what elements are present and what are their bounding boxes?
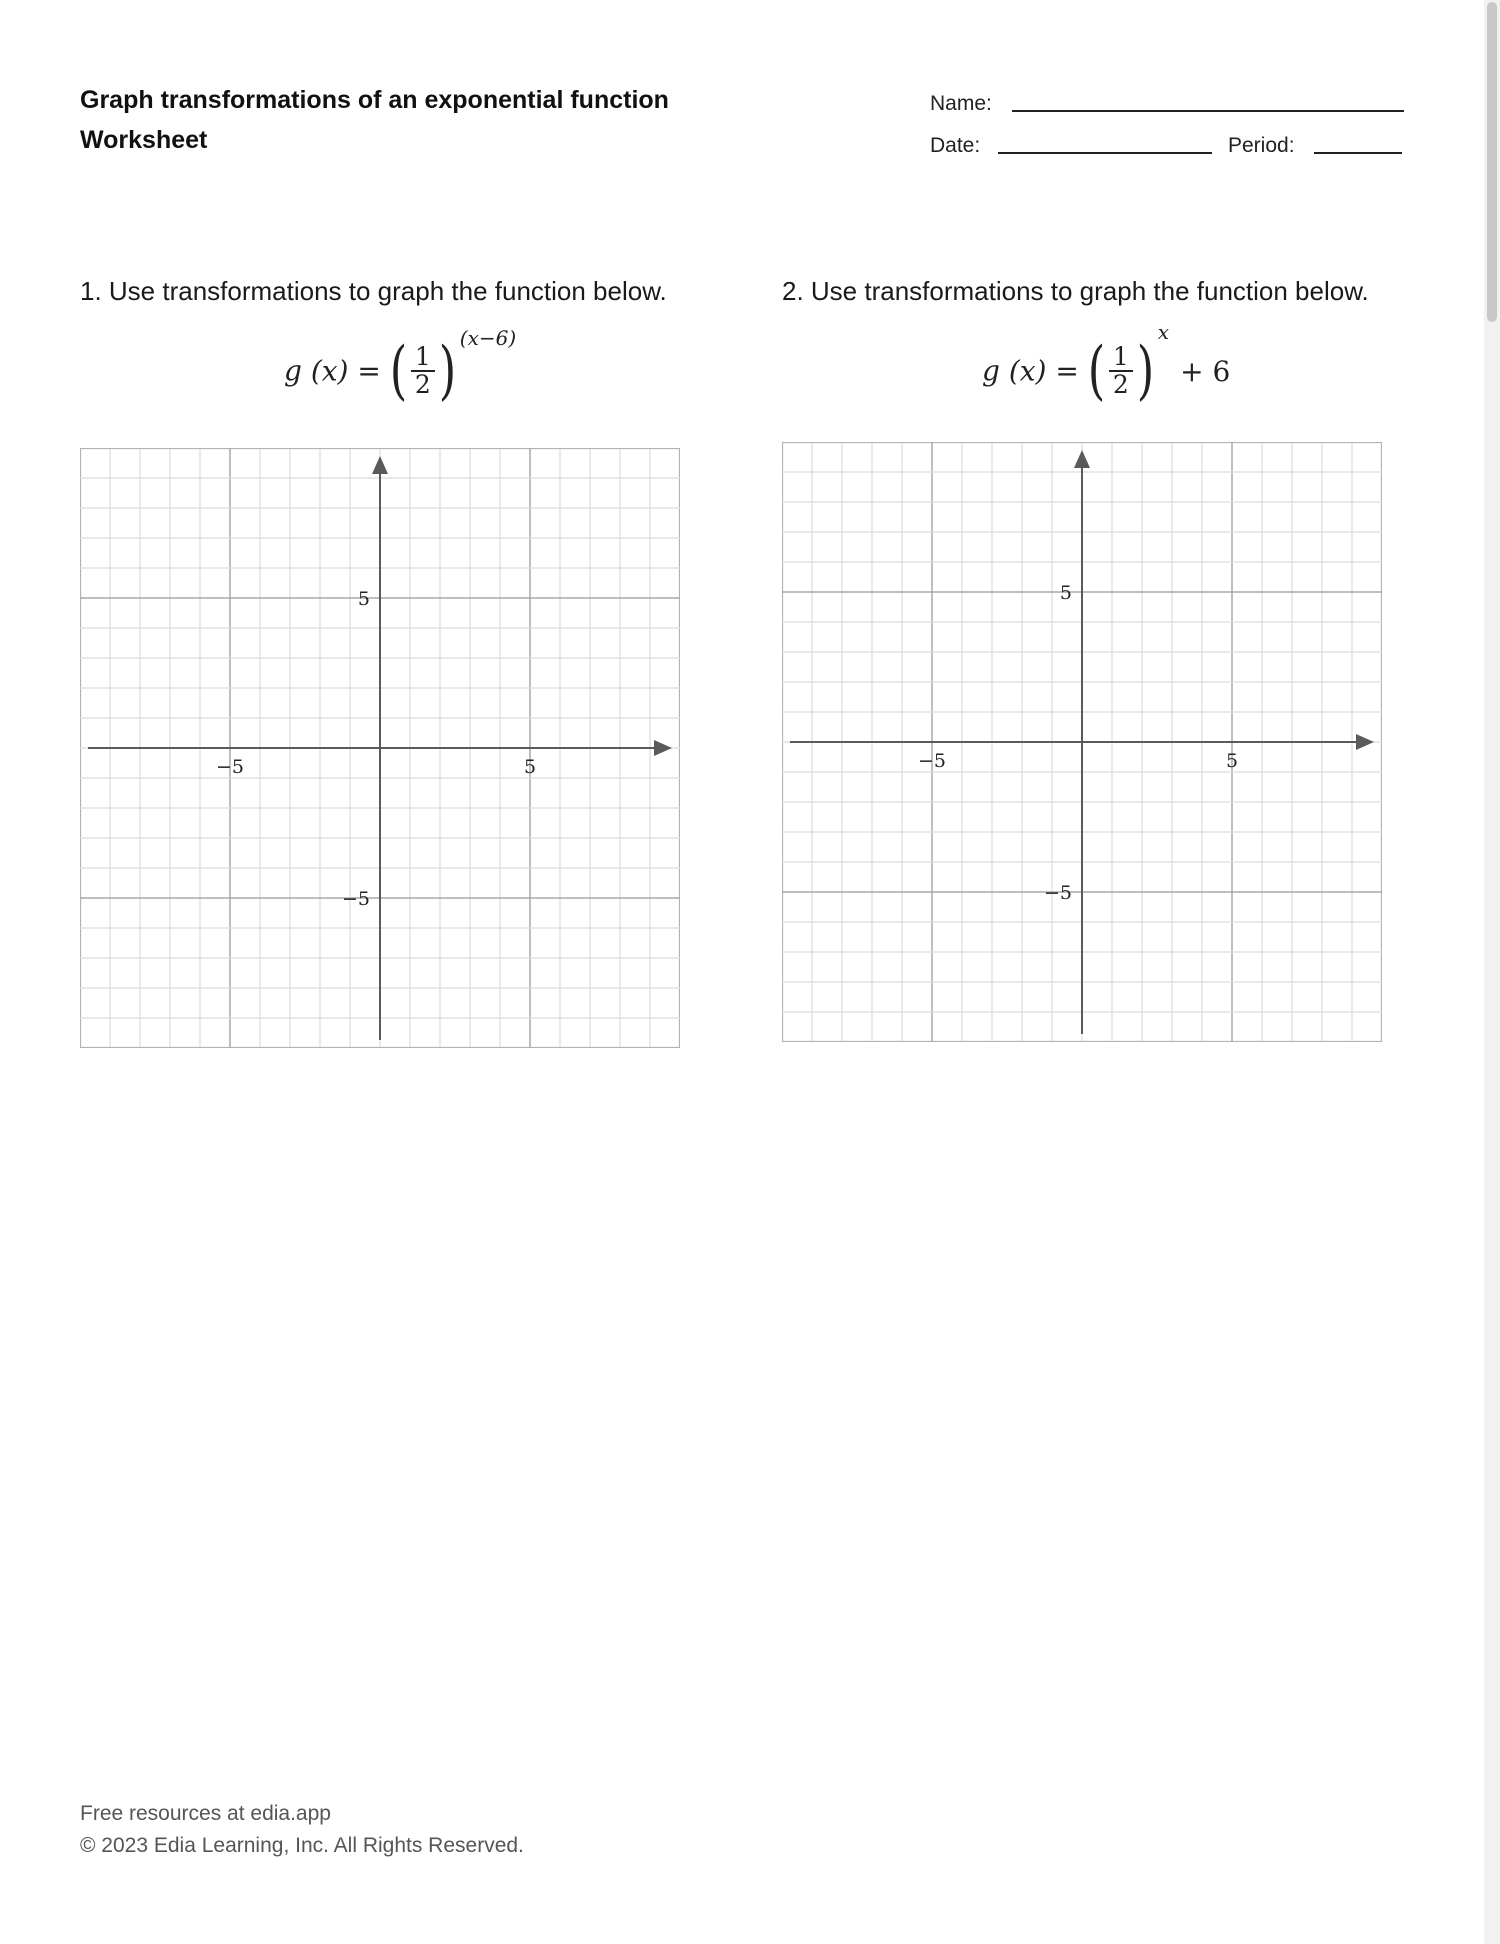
problem-1-prompt: 1. Use transformations to graph the function below. <box>80 276 667 306</box>
coordinate-grid-2[interactable] <box>782 442 1382 1042</box>
fraction-numerator: 1 <box>1109 344 1133 372</box>
worksheet-title: Graph transformations of an exponential function <box>80 86 669 114</box>
problem-1-equation <box>284 326 517 424</box>
fraction <box>411 344 435 398</box>
left-paren: ( <box>1087 334 1106 408</box>
date-label: Date: <box>930 134 981 157</box>
equation-exponent: (x−6) <box>459 326 517 351</box>
name-field[interactable] <box>1012 110 1404 112</box>
scrollbar-thumb[interactable] <box>1487 2 1497 322</box>
fraction <box>1109 344 1133 398</box>
x-tick-label: 5 <box>523 756 537 778</box>
fraction-denominator: 2 <box>1112 370 1129 399</box>
problem-2-equation <box>982 320 1231 424</box>
y-tick-label: −5 <box>1043 882 1072 904</box>
footer-copyright: © 2023 Edia Learning, Inc. All Rights Reserved. <box>80 1834 524 1857</box>
fraction-numerator: 1 <box>411 344 435 372</box>
fraction-denominator: 2 <box>414 370 431 399</box>
footer-resources: Free resources at edia.app <box>80 1802 331 1825</box>
left-paren: ( <box>389 334 408 408</box>
date-field[interactable] <box>998 152 1212 154</box>
equation-suffix: + 6 <box>1180 354 1231 388</box>
right-paren: ) <box>438 334 457 408</box>
y-tick-label: 5 <box>1059 582 1072 604</box>
equation-lhs: g (x) = <box>284 354 381 388</box>
worksheet-subtitle: Worksheet <box>80 126 208 154</box>
coordinate-grid-1[interactable] <box>80 448 680 1048</box>
period-field[interactable] <box>1314 152 1402 154</box>
x-tick-label: −5 <box>215 756 245 778</box>
equation-lhs: g (x) = <box>982 354 1079 388</box>
page-scrollbar[interactable] <box>1484 0 1500 1944</box>
name-label: Name: <box>930 92 992 115</box>
equation-exponent: x <box>1157 320 1170 345</box>
period-label: Period: <box>1228 134 1295 157</box>
x-tick-label: 5 <box>1225 750 1239 772</box>
y-tick-label: −5 <box>341 888 370 910</box>
right-paren: ) <box>1136 334 1155 408</box>
problem-2-prompt: 2. Use transformations to graph the function below. <box>782 276 1369 306</box>
y-tick-label: 5 <box>357 588 370 610</box>
x-tick-label: −5 <box>917 750 947 772</box>
